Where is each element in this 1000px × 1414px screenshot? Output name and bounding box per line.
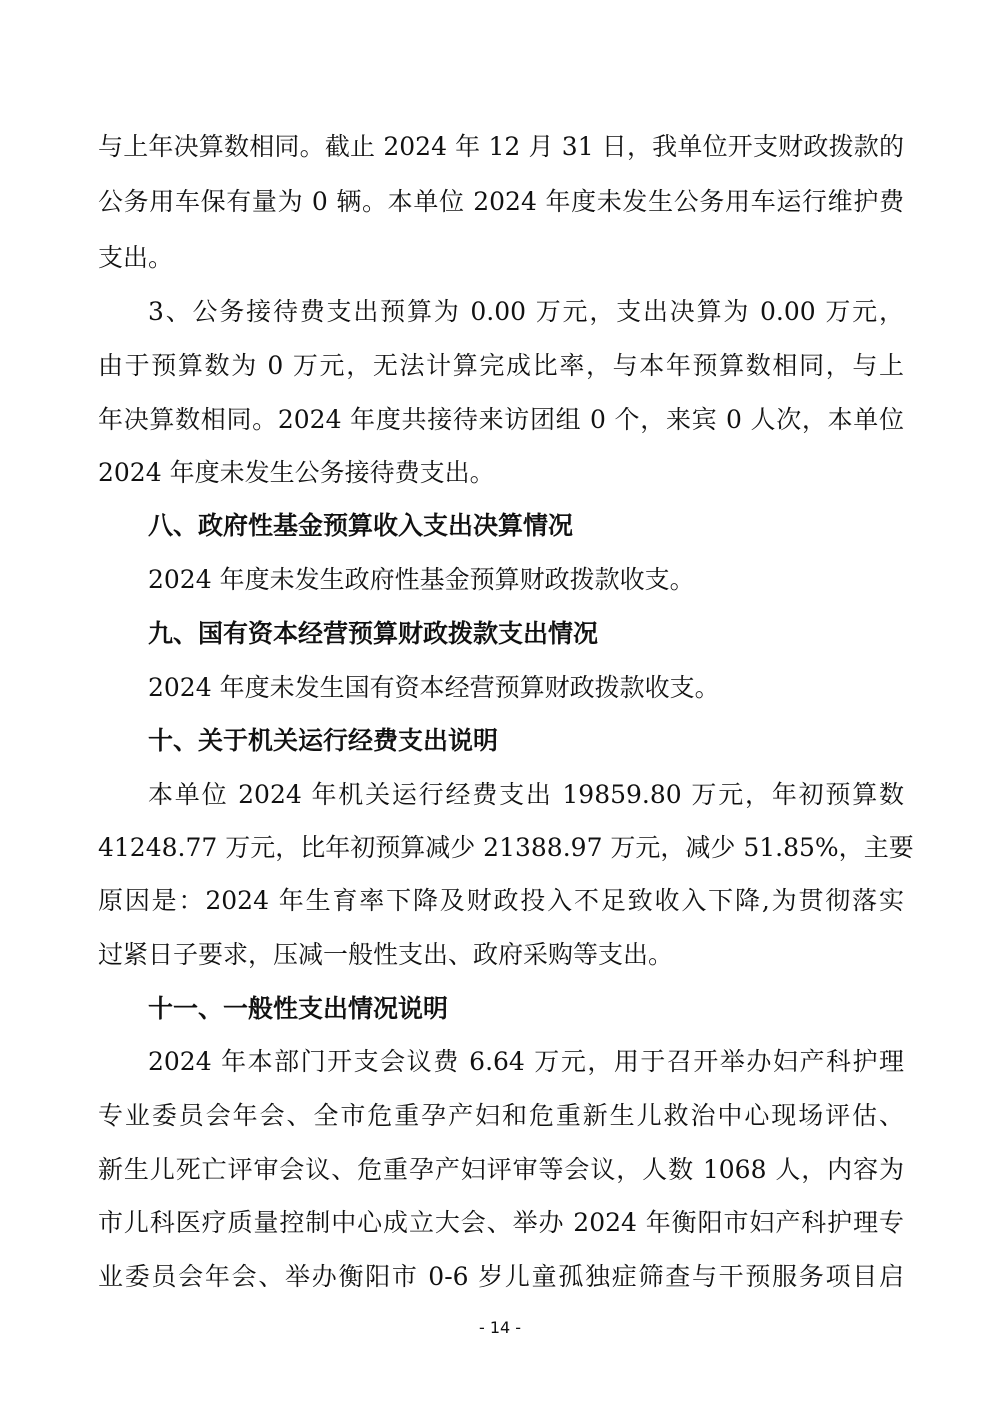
paragraph-line: 公务用车保有量为 0 辆。本单位 2024 年度未发生公务用车运行维护费 <box>98 187 904 216</box>
paragraph-line: 专业委员会年会、全市危重孕产妇和危重新生儿救治中心现场评估、 <box>98 1101 904 1130</box>
paragraph-line: 与上年决算数相同。截止 2024 年 12 月 31 日，我单位开支财政拨款的 <box>98 132 904 161</box>
paragraph-line: 过紧日子要求，压减一般性支出、政府采购等支出。 <box>98 940 674 969</box>
paragraph-line: 原因是：2024 年生育率下降及财政投入不足致收入下降,为贯彻落实 <box>98 886 904 915</box>
paragraph-line: 业委员会年会、举办衡阳市 0-6 岁儿童孤独症筛查与干预服务项目启 <box>98 1262 904 1291</box>
paragraph-line: 2024 年度未发生公务接待费支出。 <box>98 458 495 487</box>
page-number: - 14 - <box>478 1318 522 1337</box>
section-heading: 十、关于机关运行经费支出说明 <box>148 726 499 755</box>
paragraph-line: 本单位 2024 年机关运行经费支出 19859.80 万元，年初预算数 <box>148 780 904 809</box>
paragraph-line: 3、公务接待费支出预算为 0.00 万元，支出决算为 0.00 万元， <box>148 297 904 326</box>
paragraph-line: 2024 年度未发生政府性基金预算财政拨款收支。 <box>148 565 695 594</box>
paragraph-line: 支出。 <box>98 243 174 272</box>
section-heading: 九、国有资本经营预算财政拨款支出情况 <box>148 619 599 648</box>
section-heading: 八、政府性基金预算收入支出决算情况 <box>148 511 574 540</box>
paragraph-line: 由于预算数为 0 万元，无法计算完成比率，与本年预算数相同，与上 <box>98 351 904 380</box>
paragraph-line: 2024 年本部门开支会议费 6.64 万元，用于召开举办妇产科护理 <box>148 1047 904 1076</box>
section-heading: 十一、一般性支出情况说明 <box>148 994 449 1023</box>
paragraph-line: 2024 年度未发生国有资本经营预算财政拨款收支。 <box>148 673 720 702</box>
paragraph-line: 市儿科医疗质量控制中心成立大会、举办 2024 年衡阳市妇产科护理专 <box>98 1208 904 1237</box>
paragraph-line: 41248.77 万元，比年初预算减少 21388.97 万元，减少 51.85%，主要 <box>98 833 914 862</box>
paragraph-line: 新生儿死亡评审会议、危重孕产妇评审等会议，人数 1068 人，内容为 <box>98 1155 904 1184</box>
paragraph-line: 年决算数相同。2024 年度共接待来访团组 0 个，来宾 0 人次，本单位 <box>98 405 904 434</box>
